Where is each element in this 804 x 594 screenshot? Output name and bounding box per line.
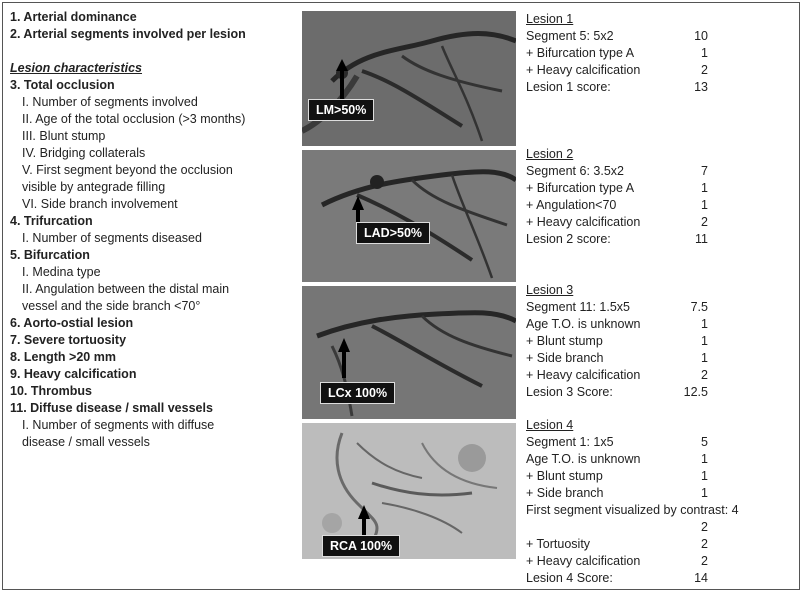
lesion-title: Lesion 1 (526, 12, 574, 26)
criteria-line: I. Number of segments with diffuse (22, 418, 215, 432)
lesion-row-score: 11 (695, 232, 708, 246)
criteria-line: II. Age of the total occlusion (>3 months) (22, 112, 246, 126)
lesion-row (526, 468, 796, 485)
lesion-row (526, 536, 796, 553)
lesion-title: Lesion 2 (526, 147, 574, 161)
lesion-2-block (526, 146, 796, 248)
criteria-line: disease / small vessels (22, 435, 150, 449)
criteria-line: I. Number of segments diseased (22, 231, 202, 245)
lesion-row (526, 163, 796, 180)
lesion-row-label: + Side branch (526, 351, 604, 365)
lesion-row-score: 2 (701, 215, 708, 229)
angiogram-lm-image (302, 11, 516, 146)
lesion-row-label: + Bifurcation type A (526, 181, 635, 195)
panel-label-lad: LAD>50% (356, 222, 430, 244)
lesion-row (526, 316, 796, 333)
criteria-line: visible by antegrade filling (22, 180, 166, 194)
criteria-line: 11. Diffuse disease / small vessels (10, 401, 213, 415)
lesion-row-score: 1 (701, 46, 708, 60)
lesion-row-label: + Heavy calcification (526, 215, 641, 229)
lesion-row-label: Lesion 4 Score: (526, 571, 613, 585)
lesion-row-score: 1 (701, 351, 708, 365)
lesion-row-score: 1 (701, 198, 708, 212)
lesion-title: Lesion 4 (526, 418, 574, 432)
lesion-row-label: + Blunt stump (526, 334, 603, 348)
lesion-row (526, 62, 796, 79)
angiogram-lm (302, 11, 516, 146)
lesion-row-label: Segment 1: 1x5 (526, 435, 614, 449)
lesion-row (526, 434, 796, 451)
lesion-row-label: + Angulation<70 (526, 198, 617, 212)
criteria-line: II. Angulation between the distal main (22, 282, 230, 296)
lesion-1-block (526, 11, 796, 96)
lesion-row (526, 79, 796, 96)
lesion-row (526, 519, 796, 536)
criteria-line: 7. Severe tortuosity (10, 333, 127, 347)
lesion-4-block (526, 417, 796, 587)
criteria-line: IV. Bridging collaterals (22, 146, 146, 160)
criteria-line: 2. Arterial segments involved per lesion (10, 27, 246, 41)
lesion-row (526, 485, 796, 502)
criteria-line: I. Number of segments involved (22, 95, 198, 109)
lesion-row-label: + Heavy calcification (526, 554, 641, 568)
lesion-row (526, 299, 796, 316)
criteria-list (10, 9, 295, 451)
lesion-row-score: 2 (701, 520, 708, 534)
lesion-row-label: + Side branch (526, 486, 604, 500)
lesion-row-label: + Heavy calcification (526, 368, 641, 382)
lesion-row-score: 14 (694, 571, 708, 585)
lesion-row-score: 1 (701, 452, 708, 466)
lesion-row-label: Segment 11: 1.5x5 (526, 300, 631, 314)
lesion-row-score: 1 (701, 486, 708, 500)
lesion-row (526, 214, 796, 231)
lesion-row-label: Age T.O. is unknown (526, 452, 641, 466)
lesion-row (526, 197, 796, 214)
panel-label-lm: LM>50% (308, 99, 374, 121)
lesion-row-label: Age T.O. is unknown (526, 317, 641, 331)
lesion-row-score: 1 (701, 469, 708, 483)
criteria-line: 4. Trifurcation (10, 214, 93, 228)
lesion-row (526, 231, 796, 248)
lesion-row-label: First segment visualized by contrast: 4 (526, 503, 739, 517)
lesion-row-label: Segment 5: 5x2 (526, 29, 614, 43)
lesion-row-label: + Heavy calcification (526, 63, 641, 77)
lesion-row (526, 350, 796, 367)
criteria-line: 3. Total occlusion (10, 78, 115, 92)
lesion-title: Lesion 3 (526, 283, 574, 297)
criteria-line: 6. Aorto-ostial lesion (10, 316, 134, 330)
lesion-row-score: 1 (701, 181, 708, 195)
lesion-row (526, 451, 796, 468)
angiogram-lad-image (302, 150, 516, 282)
lesion-row (526, 502, 796, 519)
criteria-line: 8. Length >20 mm (10, 350, 116, 364)
lesion-row-label: Lesion 2 score: (526, 232, 611, 246)
criteria-line: 10. Thrombus (10, 384, 92, 398)
lesion-row (526, 570, 796, 587)
criteria-line: vessel and the side branch <70° (22, 299, 201, 313)
lesion-row (526, 384, 796, 401)
lesion-row-score: 1 (701, 334, 708, 348)
lesion-row (526, 367, 796, 384)
angiogram-lad (302, 150, 516, 282)
criteria-line: 9. Heavy calcification (10, 367, 137, 381)
criteria-line: I. Medina type (22, 265, 101, 279)
lesion-row-score: 2 (701, 554, 708, 568)
lesion-row-label: Lesion 1 score: (526, 80, 611, 94)
lesion-row (526, 553, 796, 570)
criteria-line: 1. Arterial dominance (10, 10, 137, 24)
lesion-row-label: + Tortuosity (526, 537, 591, 551)
lesion-row-score: 12.5 (683, 385, 708, 399)
lesion-row-score: 7 (701, 164, 708, 178)
lesion-row-score: 1 (701, 317, 708, 331)
criteria-line: III. Blunt stump (22, 129, 106, 143)
criteria-line: V. First segment beyond the occlusion (22, 163, 233, 177)
lesion-row-score: 2 (701, 368, 708, 382)
angiogram-rca (302, 423, 516, 559)
lesion-row (526, 180, 796, 197)
lesion-row (526, 333, 796, 350)
lesion-row-score: 2 (701, 63, 708, 77)
panel-label-rca: RCA 100% (322, 535, 400, 557)
angiogram-lcx (302, 286, 516, 419)
lesion-row-label: Lesion 3 Score: (526, 385, 613, 399)
lesion-3-block (526, 282, 796, 401)
lesion-row-score: 13 (694, 80, 708, 94)
lesion-row-label: + Bifurcation type A (526, 46, 635, 60)
lesion-row-score: 2 (701, 537, 708, 551)
lesion-row-score: 7.5 (690, 300, 708, 314)
criteria-line: 5. Bifurcation (10, 248, 90, 262)
lesion-row-label: + Blunt stump (526, 469, 603, 483)
lesion-row (526, 45, 796, 62)
lesion-row-label: Segment 6: 3.5x2 (526, 164, 624, 178)
lesion-row-score: 5 (701, 435, 708, 449)
lesion-row-score: 10 (694, 29, 708, 43)
section-heading: Lesion characteristics (10, 61, 143, 75)
lesion-row (526, 28, 796, 45)
panel-label-lcx: LCx 100% (320, 382, 395, 404)
criteria-line: VI. Side branch involvement (22, 197, 178, 211)
